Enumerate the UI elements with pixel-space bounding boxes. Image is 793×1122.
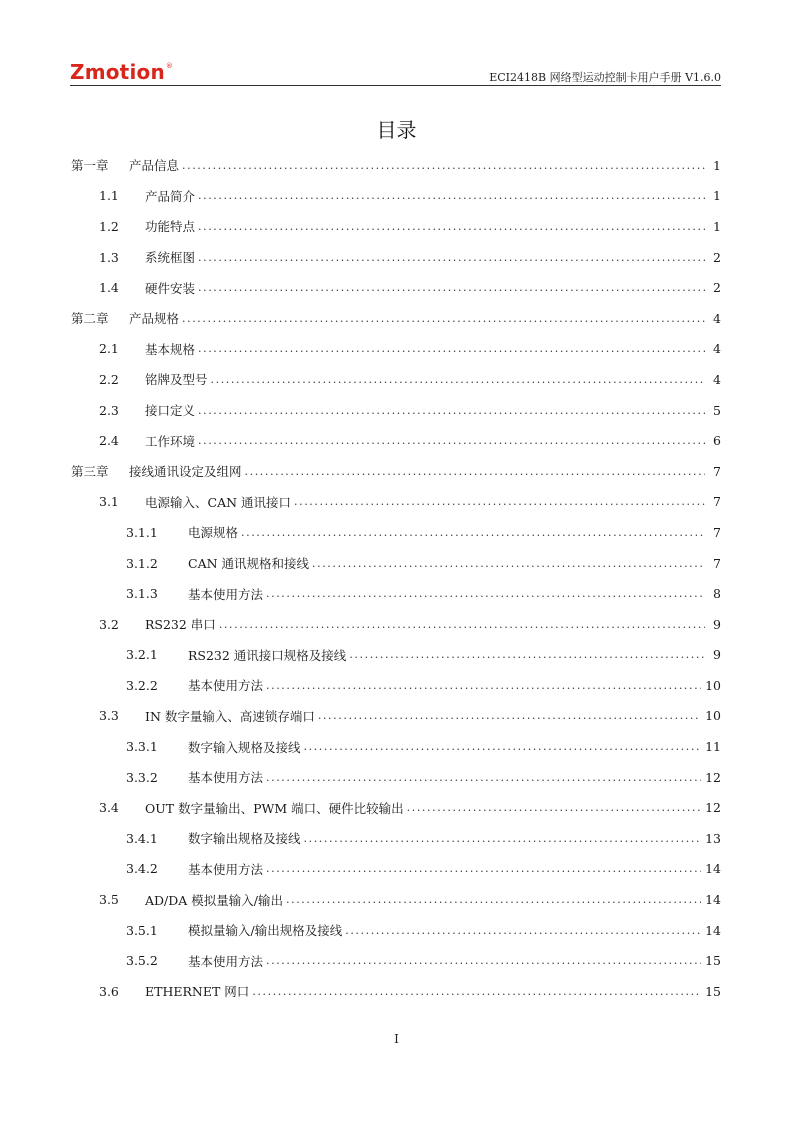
toc-entry-title: OUT 数字量输出、PWM 端口、硬件比较输出: [145, 800, 404, 816]
toc-heading: 目录: [376, 118, 417, 142]
toc-entry-number: 2.4: [99, 433, 119, 449]
toc-entry-number: 第一章: [71, 158, 109, 174]
toc-entry-number: 3.2: [99, 616, 119, 632]
toc-entry[interactable]: [71, 272, 721, 303]
table-of-contents: [71, 150, 721, 1007]
toc-entry-page: 8: [713, 586, 721, 602]
toc-entry-number: 2.1: [99, 341, 119, 357]
toc-entry[interactable]: [71, 792, 721, 823]
toc-entry-title: 基本使用方法: [188, 953, 264, 969]
toc-entry[interactable]: [71, 211, 721, 242]
toc-entry-number: 3.5.1: [126, 922, 158, 938]
toc-entry[interactable]: [71, 945, 721, 976]
toc-entry-title: 数字输入规格及接线: [188, 739, 301, 755]
dot-leader: [312, 557, 705, 570]
toc-entry[interactable]: [71, 609, 721, 640]
toc-entry-page: 6: [713, 433, 721, 449]
toc-entry-number: 3.3.2: [126, 769, 158, 785]
dot-leader: [252, 985, 701, 998]
toc-entry-page: 9: [713, 647, 721, 663]
toc-entry-page: 4: [713, 341, 721, 357]
toc-entry[interactable]: [71, 517, 721, 548]
dot-leader: [198, 189, 705, 202]
logo-text: Zmotion: [70, 60, 165, 84]
toc-entry[interactable]: [71, 334, 721, 365]
toc-entry-number: 3.1.1: [126, 524, 158, 540]
dot-leader: [198, 434, 705, 447]
toc-entry-page: 15: [705, 983, 721, 999]
toc-entry-page: 7: [713, 494, 721, 510]
toc-entry-page: 9: [713, 616, 721, 632]
dot-leader: [198, 281, 705, 294]
dot-leader: [266, 587, 705, 600]
toc-entry-title: RS232 串口: [145, 617, 216, 633]
dot-leader: [304, 832, 702, 845]
toc-entry[interactable]: [71, 915, 721, 946]
dot-leader: [266, 954, 701, 967]
toc-entry[interactable]: [71, 670, 721, 701]
toc-entry-number: 3.5.2: [126, 953, 158, 969]
toc-entry-title: 系统框图: [145, 250, 196, 266]
toc-entry-number: 3.3.1: [126, 739, 158, 755]
toc-entry-title: IN 数字量输入、高速锁存端口: [145, 708, 315, 724]
toc-entry-title: 基本使用方法: [188, 861, 264, 877]
page-number: I: [394, 1032, 399, 1046]
toc-entry-number: 3.5: [99, 892, 119, 908]
toc-entry-page: 2: [713, 249, 721, 265]
dot-leader: [407, 801, 701, 814]
toc-entry-title: 工作环境: [145, 433, 196, 449]
toc-entry[interactable]: [71, 487, 721, 518]
toc-entry-page: 10: [705, 708, 721, 724]
toc-entry-page: 7: [713, 524, 721, 540]
toc-entry[interactable]: [71, 181, 721, 212]
toc-entry[interactable]: [71, 242, 721, 273]
dot-leader: [198, 342, 705, 355]
toc-entry-number: 3.1: [99, 494, 119, 510]
toc-entry-number: 3.6: [99, 983, 119, 999]
toc-entry-number: 1.4: [99, 280, 119, 296]
toc-entry-title: 基本使用方法: [188, 586, 264, 602]
dot-leader: [294, 495, 705, 508]
toc-entry-page: 1: [713, 188, 721, 204]
toc-entry-page: 4: [713, 310, 721, 326]
toc-entry-number: 1.3: [99, 249, 119, 265]
toc-entry[interactable]: [71, 854, 721, 885]
toc-entry-number: 3.3: [99, 708, 119, 724]
dot-leader: [318, 709, 701, 722]
toc-entry-page: 7: [713, 463, 721, 479]
toc-entry-title: 数字输出规格及接线: [188, 831, 301, 847]
dot-leader: [245, 465, 705, 478]
dot-leader: [286, 893, 701, 906]
toc-entry-page: 10: [705, 677, 721, 693]
toc-entry-title: RS232 通讯接口规格及接线: [188, 647, 347, 663]
toc-entry-number: 2.3: [99, 402, 119, 418]
toc-entry[interactable]: [71, 823, 721, 854]
toc-entry-title: 接线通讯设定及组网: [129, 464, 242, 480]
toc-entry-title: CAN 通讯规格和接线: [188, 556, 310, 572]
dot-leader: [349, 648, 705, 661]
toc-entry-number: 3.1.3: [126, 586, 158, 602]
toc-entry-title: 产品规格: [129, 311, 180, 327]
toc-entry-number: 第三章: [71, 464, 109, 480]
toc-entry-title: 产品信息: [129, 158, 180, 174]
toc-entry-number: 3.4.1: [126, 830, 158, 846]
toc-entry[interactable]: [71, 456, 721, 487]
toc-entry-page: 14: [705, 861, 721, 877]
dot-leader: [198, 404, 705, 417]
toc-entry-page: 15: [705, 953, 721, 969]
toc-entry-number: 3.2.1: [126, 647, 158, 663]
toc-entry-number: 3.1.2: [126, 555, 158, 571]
dot-leader: [182, 312, 705, 325]
toc-entry[interactable]: [71, 976, 721, 1007]
toc-entry[interactable]: [71, 762, 721, 793]
toc-entry-title: 功能特点: [145, 219, 196, 235]
dot-leader: [211, 373, 705, 386]
toc-entry-number: 3.4.2: [126, 861, 158, 877]
dot-leader: [198, 251, 705, 264]
toc-entry-title: 铭牌及型号: [145, 372, 208, 388]
toc-entry-page: 14: [705, 922, 721, 938]
toc-entry-title: 电源规格: [188, 525, 239, 541]
toc-entry[interactable]: [71, 731, 721, 762]
toc-entry[interactable]: [71, 425, 721, 456]
document-title: ECI2418B 网络型运动控制卡用户手册 V1.6.0: [489, 71, 721, 84]
toc-entry-page: 2: [713, 280, 721, 296]
toc-entry-title: 硬件安装: [145, 280, 196, 296]
toc-entry-number: 第二章: [71, 311, 109, 327]
dot-leader: [266, 679, 701, 692]
toc-entry-page: 11: [705, 739, 721, 755]
toc-entry[interactable]: [71, 303, 721, 334]
dot-leader: [241, 526, 705, 539]
dot-leader: [182, 159, 705, 172]
dot-leader: [266, 771, 701, 784]
toc-entry-title: 电源输入、CAN 通讯接口: [145, 494, 292, 510]
toc-entry-page: 13: [705, 830, 721, 846]
toc-entry-page: 12: [705, 800, 721, 816]
toc-entry-page: 4: [713, 371, 721, 387]
toc-entry-title: 模拟量输入/输出规格及接线: [188, 923, 343, 939]
toc-entry[interactable]: [71, 640, 721, 671]
dot-leader: [198, 220, 705, 233]
registered-mark: ®: [165, 62, 174, 70]
toc-entry-title: 接口定义: [145, 403, 196, 419]
toc-entry[interactable]: [71, 548, 721, 579]
toc-entry-title: 基本使用方法: [188, 770, 264, 786]
header-divider: [70, 85, 721, 86]
dot-leader: [345, 924, 701, 937]
toc-entry-number: 1.2: [99, 218, 119, 234]
toc-entry[interactable]: [71, 364, 721, 395]
toc-entry-title: 基本使用方法: [188, 678, 264, 694]
zmotion-logo: [70, 60, 173, 84]
toc-entry-page: 7: [713, 555, 721, 571]
toc-entry-page: 5: [713, 402, 721, 418]
toc-entry[interactable]: [71, 884, 721, 915]
toc-entry-page: 12: [705, 769, 721, 785]
toc-entry[interactable]: [71, 395, 721, 426]
toc-entry[interactable]: [71, 150, 721, 181]
dot-leader: [266, 862, 701, 875]
toc-entry-number: 3.2.2: [126, 677, 158, 693]
dot-leader: [219, 618, 705, 631]
toc-entry-page: 1: [713, 157, 721, 173]
toc-entry-page: 14: [705, 892, 721, 908]
toc-entry-page: 1: [713, 218, 721, 234]
toc-entry[interactable]: [71, 701, 721, 732]
toc-entry-number: 2.2: [99, 371, 119, 387]
toc-entry-number: 3.4: [99, 800, 119, 816]
toc-entry-title: ETHERNET 网口: [145, 984, 250, 1000]
toc-entry-title: 基本规格: [145, 341, 196, 357]
toc-entry-number: 1.1: [99, 188, 119, 204]
toc-entry-title: AD/DA 模拟量输入/输出: [145, 892, 283, 908]
toc-entry-title: 产品简介: [145, 188, 196, 204]
dot-leader: [304, 740, 702, 753]
toc-entry[interactable]: [71, 578, 721, 609]
